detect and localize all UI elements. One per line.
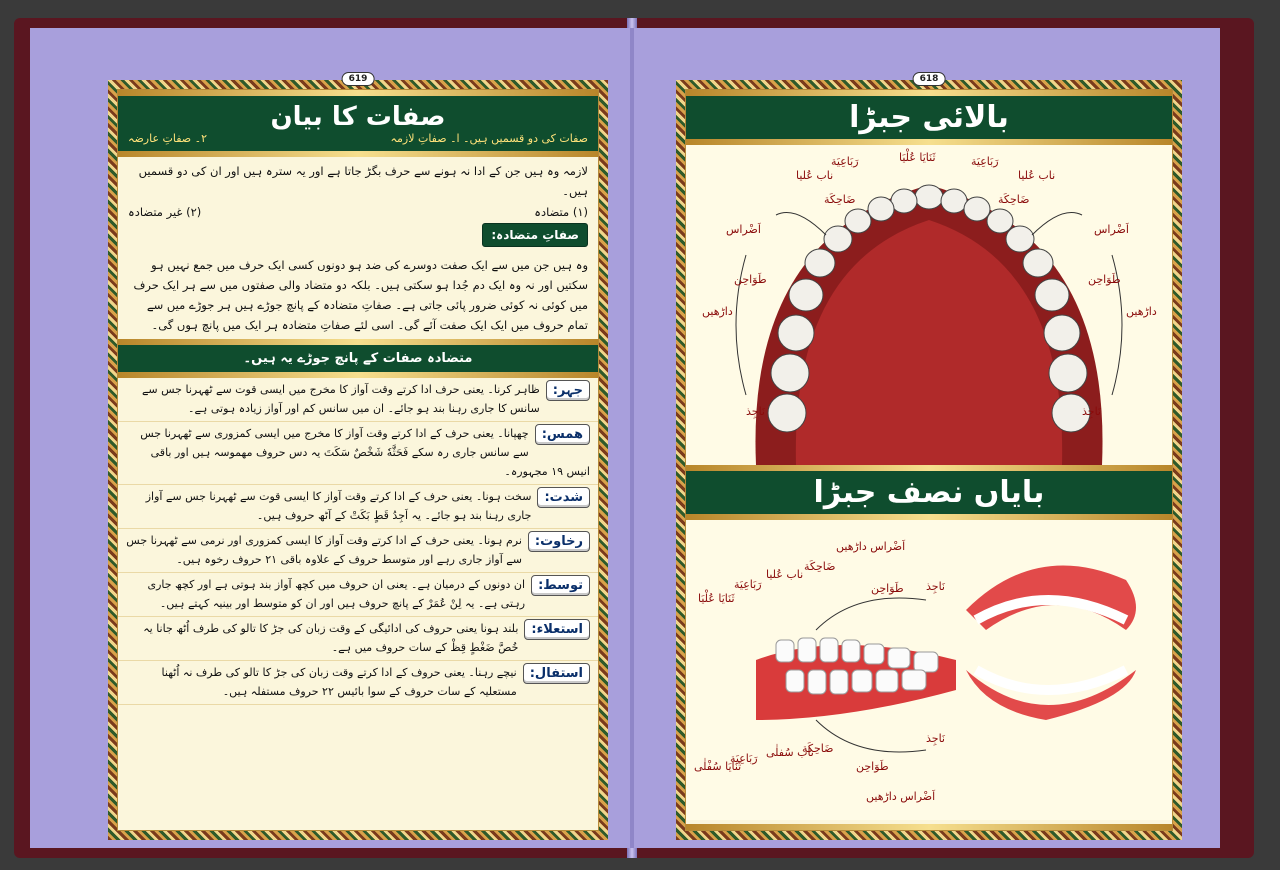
term-name: توسط: xyxy=(531,575,590,596)
left-page-content xyxy=(117,89,599,831)
kind-1: (۱) متضادہ xyxy=(534,205,588,219)
label-nab-right: ناب عُلیا xyxy=(1018,169,1056,182)
left-title-banner xyxy=(118,96,598,151)
left-page xyxy=(30,28,632,848)
label-najiz-top: نَاجِذ xyxy=(926,580,945,593)
term-name: استعلاء: xyxy=(524,619,590,640)
label-thanaya-ulya: ثَنَایَا عُلْیَا xyxy=(899,151,936,164)
term-name: ھمس: xyxy=(535,424,590,445)
section-label-row xyxy=(118,223,598,251)
term-text: چھپانا۔ یعنی حرف کے ادا کرتے وقت آواز کا مخرج میں ایسی کمزوری سے ٹھہرنا جس سے سانس جاری رہ سکے فَحَثَّهٗ شَخْصٌ سَكَتَ یہ دس حروف مھموسہ ہیں اور باقی انیس ۱۹ مجہورہ۔ xyxy=(140,427,590,478)
term-row xyxy=(118,617,598,661)
subtitle-end: ۲۔ صفاتِ عارضہ xyxy=(128,132,207,145)
term-text: سخت ہونا۔ یعنی حرف کے ادا کرتے وقت آواز کا ایسی قوت سے ٹھہرنا جس سے آواز جاری رہنا بند ہو جائے۔ یہ اَجِدُ قَطٍ بَكَتْ کے آٹھ حروف ہیں۔ xyxy=(145,490,532,522)
term-row xyxy=(118,661,598,705)
label-najiz-right: نَاجِذ xyxy=(1082,405,1101,418)
label-nab-bottom: ناب سُفلٰی xyxy=(766,746,814,759)
label-rabaia-left: رَبَاعِیَة xyxy=(831,155,859,168)
upper-jaw-banner xyxy=(686,96,1172,139)
term-text: بلند ہونا یعنی حروف کی ادائیگی کے وقت زبان کی جڑ کا تالو کی طرف اُٹھ جانا یہ خُصَّ ضَغْطٍ قِظْ کے سات حروف میں ہے۔ xyxy=(143,622,519,654)
term-text: ان دونوں کے درمیان ہے۔ یعنی ان حروف میں کچھ آواز بند ہوتی ہے اور کچھ جاری رہتی ہے۔ یہ لِنْ عُمَرْ کے پانچ حروف ہیں اور ان کو متوسط اور بینیہ کہتے ہیں۔ xyxy=(147,578,526,610)
label-adras-right: اَضْراس xyxy=(1094,223,1129,236)
label-tawahin-left: طَوَاحِن xyxy=(734,273,767,286)
label-dahika-right: ضَاحِكَة xyxy=(998,193,1030,206)
label-tawahin-bottom: طَوَاحِن xyxy=(856,760,889,773)
label-adras-darhein-top: اَضْراس داڑھیں xyxy=(836,540,906,553)
left-page-number: 619 xyxy=(342,72,375,86)
term-row xyxy=(118,422,598,485)
term-row xyxy=(118,573,598,617)
label-najiz-bottom: نَاجِذ xyxy=(926,732,945,745)
kind-2: (۲) غیر متضادہ xyxy=(128,205,202,219)
label-dahika-top: ضَاحِكَة xyxy=(804,560,836,573)
term-name: استفال: xyxy=(523,663,590,684)
upper-jaw-diagram xyxy=(686,145,1172,465)
open-book xyxy=(14,18,1254,858)
label-rabaia-top: رَبَاعِیَة xyxy=(734,578,762,591)
label-adras-left: اَضْراس xyxy=(726,223,761,236)
term-name: شدت: xyxy=(537,487,590,508)
label-adras-darhein-bottom: اَضْراس داڑھیں xyxy=(866,790,936,803)
terms-list xyxy=(118,378,598,705)
kinds-row xyxy=(118,205,598,223)
label-rabaia-bottom: رَبَاعِیَة xyxy=(730,752,758,765)
lower-jaw-banner xyxy=(686,471,1172,514)
right-page xyxy=(632,28,1220,848)
half-jaw-illustration xyxy=(686,520,1172,820)
label-najiz-left: نَاجِذ xyxy=(746,405,765,418)
term-text: ظاہر کرنا۔ یعنی حرف ادا کرتے وقت آواز کا مخرج میں ایسی قوت سے ٹھہرنا جس سے سانس کا جاری رہنا بند ہو جائے۔ ان میں سانس کم اور آواز زیادہ ہوتی ہے۔ xyxy=(141,383,540,415)
label-nab-top: ناب عُلیا xyxy=(766,568,804,581)
term-row xyxy=(118,378,598,422)
label-thanaya-top: ثَنَایَا عُلْیَا xyxy=(698,592,735,605)
label-tawahin-top: طَوَاحِن xyxy=(871,582,904,595)
right-page-number: 618 xyxy=(913,72,946,86)
term-row xyxy=(118,485,598,529)
section-label: صفاتِ متضادہ: xyxy=(482,223,588,247)
left-page-subtitle xyxy=(118,132,598,151)
label-dahika-bottom: ضَاحِكَة xyxy=(802,742,834,755)
term-text: نیچے رہنا۔ یعنی حروف کے ادا کرتے وقت زبان کی جڑ کا تالو کی طرف نہ اُٹھنا مستعلیہ کے سات حروف کے سوا بائیس ۲۲ حروف مستفلہ ہیں۔ xyxy=(161,666,517,698)
lower-jaw-title: بایاں نصف جبڑا xyxy=(813,475,1045,510)
left-page-frame xyxy=(108,74,608,840)
upper-jaw-title: بالائی جبڑا xyxy=(849,100,1009,135)
term-text: نرم ہونا۔ یعنی حرف کے ادا کرتے وقت آواز کا ایسی کمزوری اور نرمی سے ٹھہرنا جس سے آواز جاری رہے اور متوسط حروف کے علاوہ باقی ۲۱ حروف رخوہ ہیں۔ xyxy=(126,534,522,566)
gold-bar xyxy=(686,824,1172,830)
label-thanaya-bottom: ثَنَایَا سُفْلٰی xyxy=(694,760,742,773)
label-darhein-right: داڑھیں xyxy=(1126,305,1157,318)
label-nab-left: ناب عُلیا xyxy=(796,169,834,182)
subtitle-start: صفات کی دو قسمیں ہیں۔ ا۔ صفاتِ لازمہ xyxy=(390,132,588,145)
label-tawahin-right: طَوَاحِن xyxy=(1088,273,1121,286)
left-page-title: صفات کا بیان xyxy=(270,102,446,132)
term-row xyxy=(118,529,598,573)
label-dahika-left: ضَاحِكَة xyxy=(824,193,856,206)
pairs-banner: متضادہ صفات کے پانچ جوڑے یہ ہیں۔ xyxy=(118,345,598,372)
half-jaw-diagram xyxy=(686,520,1172,820)
term-name: رخاوت: xyxy=(528,531,590,552)
label-darhein-left: داڑھیں xyxy=(702,305,733,318)
label-rabaia-right: رَبَاعِیَة xyxy=(971,155,999,168)
right-page-content xyxy=(685,89,1173,831)
section-paragraph: وہ ہیں جن میں سے ایک صفت دوسرے کی ضد ہو دونوں کسی ایک حرف میں جمع نہیں ہو سکتیں اور نہ وہ ایک دم جُدا ہو سکتی ہیں۔ بلکہ دو متضاد والی صفتوں میں سے ہر ایک حرف میں کوئی نہ کوئی ضرور پائی جاتی ہے۔ صفاتِ متضادہ کے پانچ جوڑے ہیں ہر جوڑے میں سے تمام حروف میں ایک ایک صفت آئے گی۔ اسی لئے صفاتِ متضادہ ہر ایک میں پانچ ہوں گی۔ xyxy=(133,258,588,332)
term-name: جہر: xyxy=(546,380,590,401)
right-page-frame xyxy=(676,74,1182,840)
intro-paragraph: لازمہ وہ ہیں جن کے ادا نہ ہونے سے حرف بگڑ جاتا ہے اور یہ سترہ ہیں اور ان کی دو قسمیں ہیں۔ xyxy=(138,164,588,198)
